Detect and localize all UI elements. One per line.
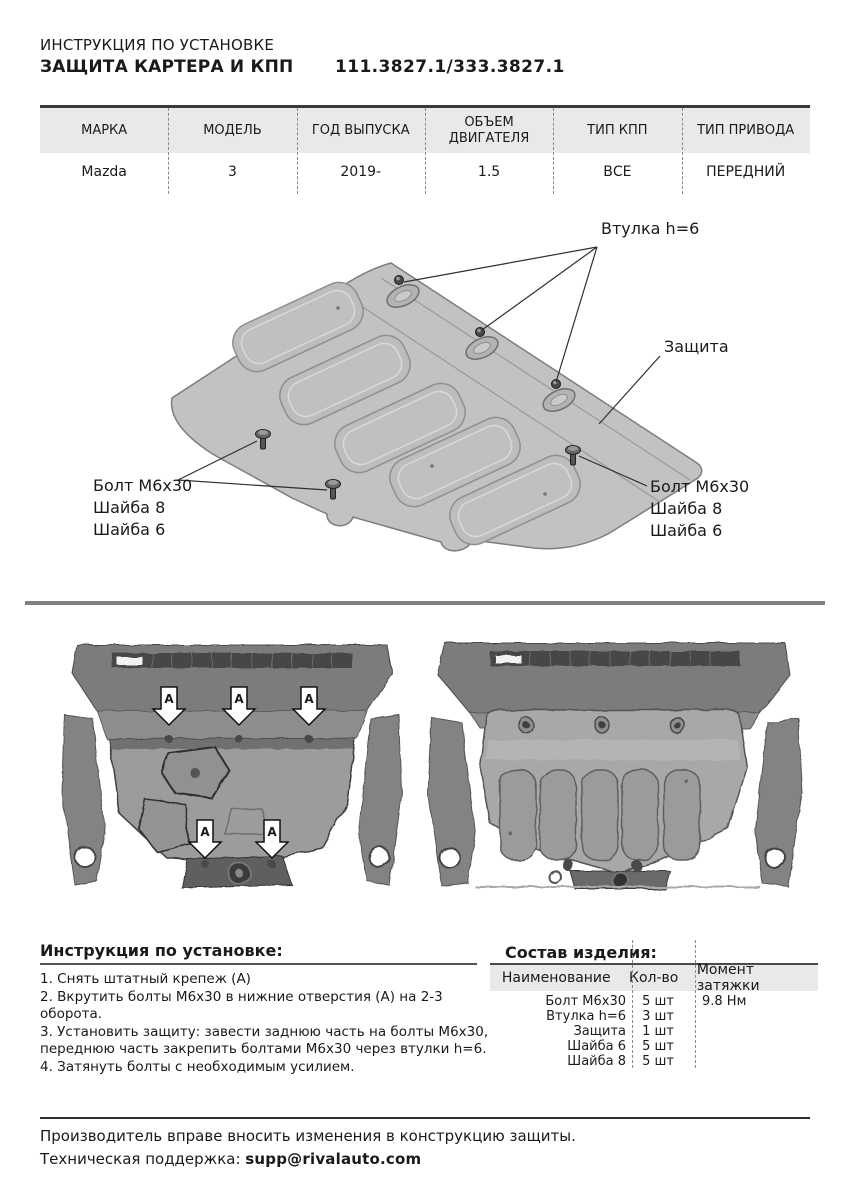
svg-text:Болт М6х30: Болт М6х30 — [93, 476, 193, 495]
label-bushing: Втулка h=6 — [601, 219, 700, 238]
parts-col-separator — [695, 940, 696, 1068]
photo-before-install — [57, 633, 407, 891]
spec-table — [40, 105, 810, 195]
photo-after-install — [420, 633, 810, 891]
footer-rule — [40, 1117, 810, 1119]
parts-row: Шайба 8 5 шт — [567, 1054, 674, 1069]
install-step: 4. Затянуть болты с необходимым усилием. — [40, 1058, 355, 1075]
support-label: Техническая поддержка: — [40, 1150, 241, 1168]
label-shield: Защита — [664, 337, 729, 356]
spec-col-separator — [425, 108, 426, 194]
section-divider — [25, 601, 825, 605]
spec-value-marka: Mazda — [81, 163, 127, 180]
install-step: 1. Снять штатный крепеж (А) — [40, 971, 251, 987]
parts-header-name: Наименование — [501, 970, 611, 986]
spec-value-gearbox: ВСЕ — [603, 163, 632, 180]
install-step: 3. Установить защиту: завести заднюю часть на болты М6х30, — [40, 1023, 489, 1040]
spec-value-model: 3 — [227, 163, 237, 180]
parts-table-header-row — [490, 962, 818, 994]
skid-plate-diagram — [0, 190, 849, 600]
installation-title-rule — [40, 963, 477, 965]
part-numbers: 111.3827.1/333.3827.1 — [335, 57, 565, 77]
spec-col-separator — [682, 108, 683, 194]
installation-title: Инструкция по установке: — [40, 941, 283, 960]
svg-text:А: А — [304, 692, 314, 706]
parts-row: Защита 1 шт — [573, 1024, 674, 1039]
spec-header-marka: МАРКА — [81, 122, 128, 138]
plate-ribs — [500, 770, 700, 860]
parts-row: Втулка h=6 3 шт — [546, 1009, 674, 1024]
install-step: переднюю часть закрепить болтами М6х30 через втулки h=6. — [40, 1041, 487, 1057]
install-step: 2. Вкрутить болты М6х30 в нижние отверстия (А) на 2-3 оборота. — [40, 988, 443, 1022]
spec-header-model: МОДЕЛЬ — [203, 122, 262, 138]
parts-row: Шайба 6 5 шт — [567, 1039, 674, 1054]
parts-row: Болт М6х30 5 шт 9.8 Нм — [545, 994, 747, 1009]
bolt-label-right — [650, 477, 749, 540]
doc-title: ЗАЩИТА КАРТЕРА И КПП — [40, 57, 294, 77]
parts-list-title: Состав изделия: — [505, 943, 657, 962]
spec-header-drive: ТИП ПРИВОДА — [697, 122, 795, 138]
svg-text:А: А — [200, 825, 210, 839]
parts-header-torque: Момент затяжки — [696, 962, 760, 994]
footer-disclaimer: Производитель вправе вносить изменения в конструкцию защиты. — [40, 1127, 576, 1145]
parts-col-separator — [632, 940, 633, 1068]
spec-value-drive: ПЕРЕДНИЙ — [706, 163, 786, 180]
svg-text:А: А — [234, 692, 244, 706]
spec-col-separator — [553, 108, 554, 194]
spec-col-separator — [297, 108, 298, 194]
svg-text:А: А — [164, 692, 174, 706]
svg-text:Шайба 8: Шайба 8 — [650, 499, 723, 518]
svg-text:Шайба 6: Шайба 6 — [93, 520, 166, 539]
support-email: supp@rivalauto.com — [245, 1150, 422, 1168]
svg-text:Шайба 8: Шайба 8 — [93, 498, 166, 517]
spec-value-year: 2019- — [340, 163, 382, 180]
spec-value-engine: 1.5 — [477, 163, 501, 180]
spec-header-year: ГОД ВЫПУСКА — [311, 122, 410, 138]
spec-header-engine: ОБЪЕМ ДВИГАТЕЛЯ — [448, 114, 530, 146]
svg-text:Шайба 6: Шайба 6 — [650, 521, 723, 540]
spec-col-separator — [168, 108, 169, 194]
doc-subtitle: ИНСТРУКЦИЯ ПО УСТАНОВКЕ — [40, 36, 275, 54]
svg-text:Болт М6х30: Болт М6х30 — [650, 477, 750, 496]
installation-steps — [40, 971, 490, 1076]
svg-text:А: А — [267, 825, 277, 839]
bolt-label-left — [93, 476, 192, 539]
parts-table-body — [490, 994, 818, 1069]
spec-header-gearbox: ТИП КПП — [587, 122, 648, 138]
parts-header-qty: Кол-во — [629, 970, 679, 986]
footer-support — [40, 1150, 421, 1168]
